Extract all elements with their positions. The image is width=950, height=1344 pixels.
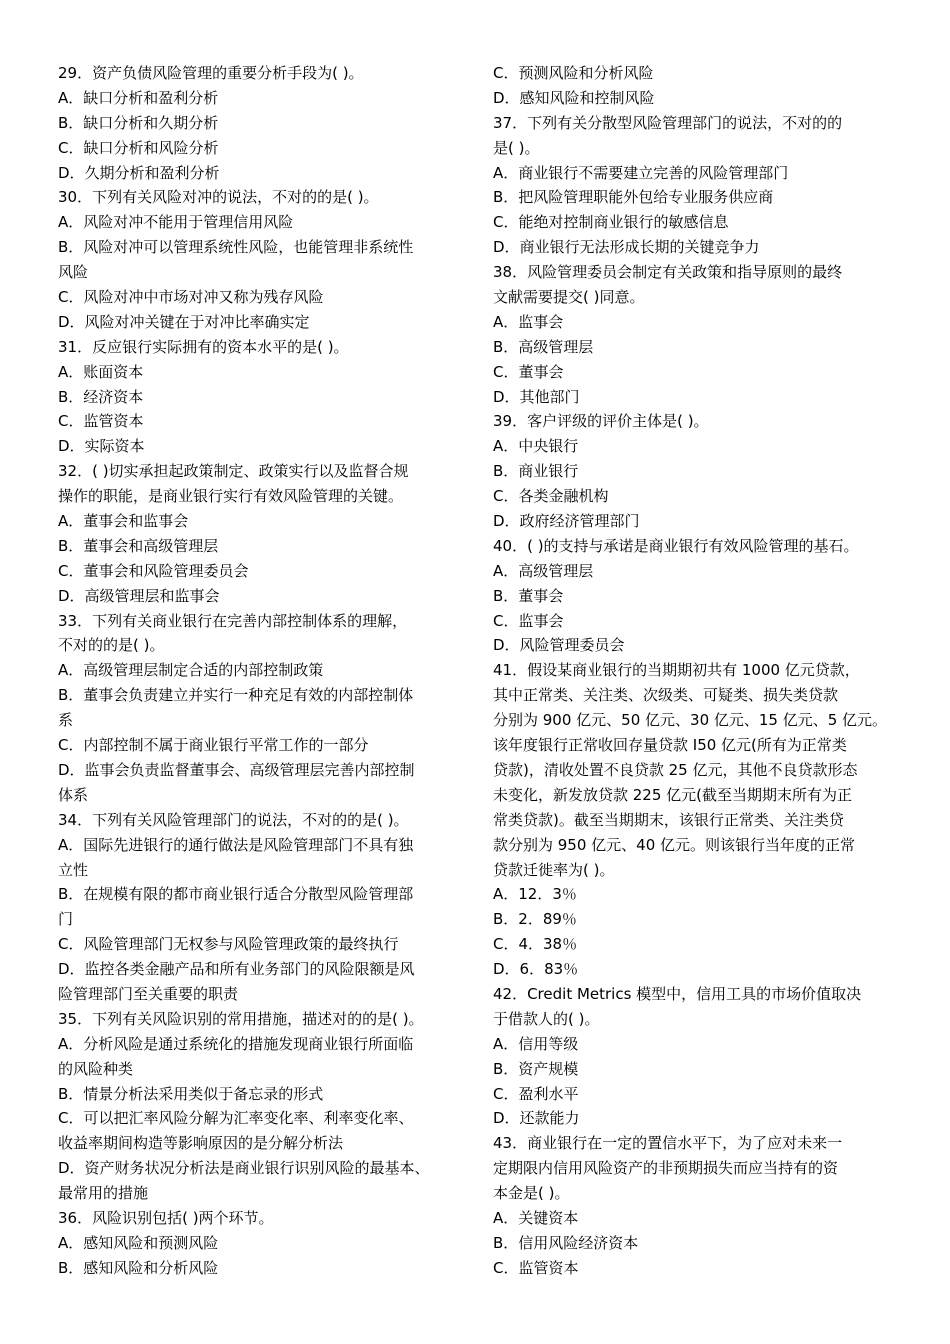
text-line: 33．下列有关商业银行在完善内部控制体系的理解， — [58, 611, 408, 630]
text-line: 30．下列有关风险对冲的说法，不对的的是( )。 — [58, 188, 379, 207]
text-line: 贷款)，清收处置不良贷款 25 亿元，其他不良贷款形态 — [493, 760, 858, 779]
right-column — [493, 61, 913, 1281]
text-line: B．风险对冲可以管理系统性风险，也能管理非系统性 — [58, 238, 414, 257]
text-line: B．董事会负责建立并实行一种充足有效的内部控制体 — [58, 686, 414, 705]
text-line: 收益率期间构造等影响原因的是分解分析法 — [58, 1134, 344, 1153]
text-line: A．账面资本 — [58, 362, 144, 381]
text-line: 36．风险识别包括( )两个环节。 — [58, 1208, 274, 1227]
text-line: 40．( )的支持与承诺是商业银行有效风险管理的基石。 — [493, 536, 859, 555]
text-line: 体系 — [58, 785, 89, 804]
text-line: 34．下列有关风险管理部门的说法，不对的的是( )。 — [58, 810, 409, 829]
text-line: A．12．3％ — [493, 885, 577, 904]
text-line: A．缺口分析和盈利分析 — [58, 88, 219, 107]
text-line: C．可以把汇率风险分解为汇率变化率、利率变化率、 — [58, 1109, 414, 1128]
text-line: D．还款能力 — [493, 1109, 580, 1128]
text-line: C．董事会 — [493, 362, 564, 381]
text-line: 42．Credit Metrics 模型中，信用工具的市场价值取决 — [493, 984, 862, 1003]
text-line: C．4．38％ — [493, 935, 578, 954]
text-line: 文献需要提交( )同意。 — [493, 288, 645, 307]
text-line: 31．反应银行实际拥有的资本水平的是( )。 — [58, 337, 349, 356]
text-line: 未变化，新发放贷款 225 亿元(截至当期期末所有为正 — [493, 785, 853, 804]
text-line: C．能绝对控制商业银行的敏感信息 — [493, 213, 729, 232]
text-line: B．信用风险经济资本 — [493, 1233, 639, 1252]
text-line: 29．资产负债风险管理的重要分析手段为( )。 — [58, 64, 364, 82]
text-line: 43．商业银行在一定的置信水平下，为了应对未来一 — [493, 1134, 843, 1153]
text-line: D．风险对冲关键在于对冲比率确实定 — [58, 312, 310, 331]
text-line: C．风险管理部门无权参与风险管理政策的最终执行 — [58, 935, 399, 954]
text-line: B．商业银行 — [493, 462, 579, 481]
text-line: 系 — [58, 711, 74, 730]
text-line: 门 — [58, 910, 74, 929]
text-line: 35．下列有关风险识别的常用措施，描述对的的是( )。 — [58, 1009, 424, 1028]
text-line: D．6．83％ — [493, 960, 579, 979]
text-line: C．内部控制不属于商业银行平常工作的一部分 — [58, 736, 369, 755]
text-line: A．风险对冲不能用于管理信用风险 — [58, 213, 294, 232]
text-line: 风险 — [58, 263, 89, 282]
text-line: C．盈利水平 — [493, 1084, 579, 1103]
text-line: B．缺口分析和久期分析 — [58, 113, 219, 132]
text-line: D．风险管理委员会 — [493, 636, 625, 655]
text-line: D．感知风险和控制风险 — [493, 88, 655, 107]
text-line: 的风险种类 — [58, 1059, 134, 1078]
text-line: B．把风险管理职能外包给专业服务供应商 — [493, 188, 774, 207]
text-line: C．风险对冲中市场对冲又称为残存风险 — [58, 288, 324, 307]
text-line: 分别为 900 亿元、50 亿元、30 亿元、15 亿元、5 亿元。 — [493, 711, 888, 730]
text-line: C．监事会 — [493, 611, 564, 630]
text-line: 险管理部门至关重要的职责 — [58, 984, 239, 1003]
text-line: D．监控各类金融产品和所有业务部门的风险限额是风 — [58, 960, 415, 979]
text-line: C．监管资本 — [493, 1258, 579, 1277]
text-line: 最常用的措施 — [58, 1184, 149, 1203]
text-line: 贷款迁徙率为( )。 — [493, 860, 615, 879]
text-line: A．信用等级 — [493, 1034, 579, 1053]
text-line: 于借款人的( )。 — [493, 1009, 600, 1028]
text-line: C．监管资本 — [58, 412, 144, 431]
text-line: 立性 — [58, 860, 89, 879]
text-line: D．资产财务状况分析法是商业银行识别风险的最基本、 — [58, 1159, 430, 1178]
text-line: A．高级管理层制定合适的内部控制政策 — [58, 661, 324, 680]
text-line: B．董事会 — [493, 586, 564, 605]
text-line: A．国际先进银行的通行做法是风险管理部门不具有独 — [58, 835, 414, 854]
text-line: B．资产规模 — [493, 1059, 579, 1078]
text-line: D．商业银行无法形成长期的关键竞争力 — [493, 238, 760, 257]
text-line: C．预测风险和分析风险 — [493, 64, 654, 82]
text-line: A．中央银行 — [493, 437, 579, 456]
text-line: A．高级管理层 — [493, 561, 594, 580]
text-line: A．感知风险和预测风险 — [58, 1233, 219, 1252]
text-line: 该年度银行正常收回存量贷款 I50 亿元(所有为正常类 — [493, 736, 847, 755]
text-line: B．情景分析法采用类似于备忘录的形式 — [58, 1084, 324, 1103]
text-line: 38．风险管理委员会制定有关政策和指导原则的最终 — [493, 263, 843, 282]
text-line: 其中正常类、关注类、次级类、可疑类、损失类贷款 — [493, 686, 839, 705]
text-line: 本金是( )。 — [493, 1184, 570, 1203]
text-line: B．2．89％ — [493, 910, 577, 929]
text-line: 不对的的是( )。 — [58, 636, 165, 655]
text-line: D．政府经济管理部门 — [493, 512, 640, 531]
text-line: 款分别为 950 亿元、40 亿元。则该银行当年度的正常 — [493, 835, 856, 854]
text-line: D．久期分析和盈利分析 — [58, 163, 220, 182]
text-line: A．分析风险是通过系统化的措施发现商业银行所面临 — [58, 1034, 414, 1053]
text-line: 41．假设某商业银行的当期期初共有 1000 亿元贷款， — [493, 661, 860, 680]
text-line: B．高级管理层 — [493, 337, 594, 356]
text-line: A．监事会 — [493, 312, 564, 331]
text-line: A．董事会和监事会 — [58, 512, 189, 531]
text-line: D．高级管理层和监事会 — [58, 586, 220, 605]
text-line: C．董事会和风险管理委员会 — [58, 561, 249, 580]
text-line: 32．( )切实承担起政策制定、政策实行以及监督合规 — [58, 462, 409, 481]
text-line: D．监事会负责监督董事会、高级管理层完善内部控制 — [58, 760, 415, 779]
text-line: 操作的职能，是商业银行实行有效风险管理的关键。 — [58, 487, 404, 506]
text-line: 37．下列有关分散型风险管理部门的说法，不对的的 — [493, 113, 843, 132]
text-line: A．关键资本 — [493, 1208, 579, 1227]
text-line: 39．客户评级的评价主体是( )。 — [493, 412, 709, 431]
text-line: D．实际资本 — [58, 437, 145, 456]
text-line: B．经济资本 — [58, 387, 144, 406]
text-line: B．在规模有限的都市商业银行适合分散型风险管理部 — [58, 885, 414, 904]
text-line: C．缺口分析和风险分析 — [58, 138, 219, 157]
text-line: 常类贷款)。截至当期期末，该银行正常类、关注类贷 — [493, 810, 844, 829]
text-line: B．董事会和高级管理层 — [58, 536, 219, 555]
left-column — [58, 61, 476, 1281]
text-line: C．各类金融机构 — [493, 487, 609, 506]
text-line: D．其他部门 — [493, 387, 580, 406]
text-line: 是( )。 — [493, 138, 540, 157]
text-line: B．感知风险和分析风险 — [58, 1258, 219, 1277]
text-line: 定期限内信用风险资产的非预期损失而应当持有的资 — [493, 1159, 839, 1178]
text-line: A．商业银行不需要建立完善的风险管理部门 — [493, 163, 789, 182]
